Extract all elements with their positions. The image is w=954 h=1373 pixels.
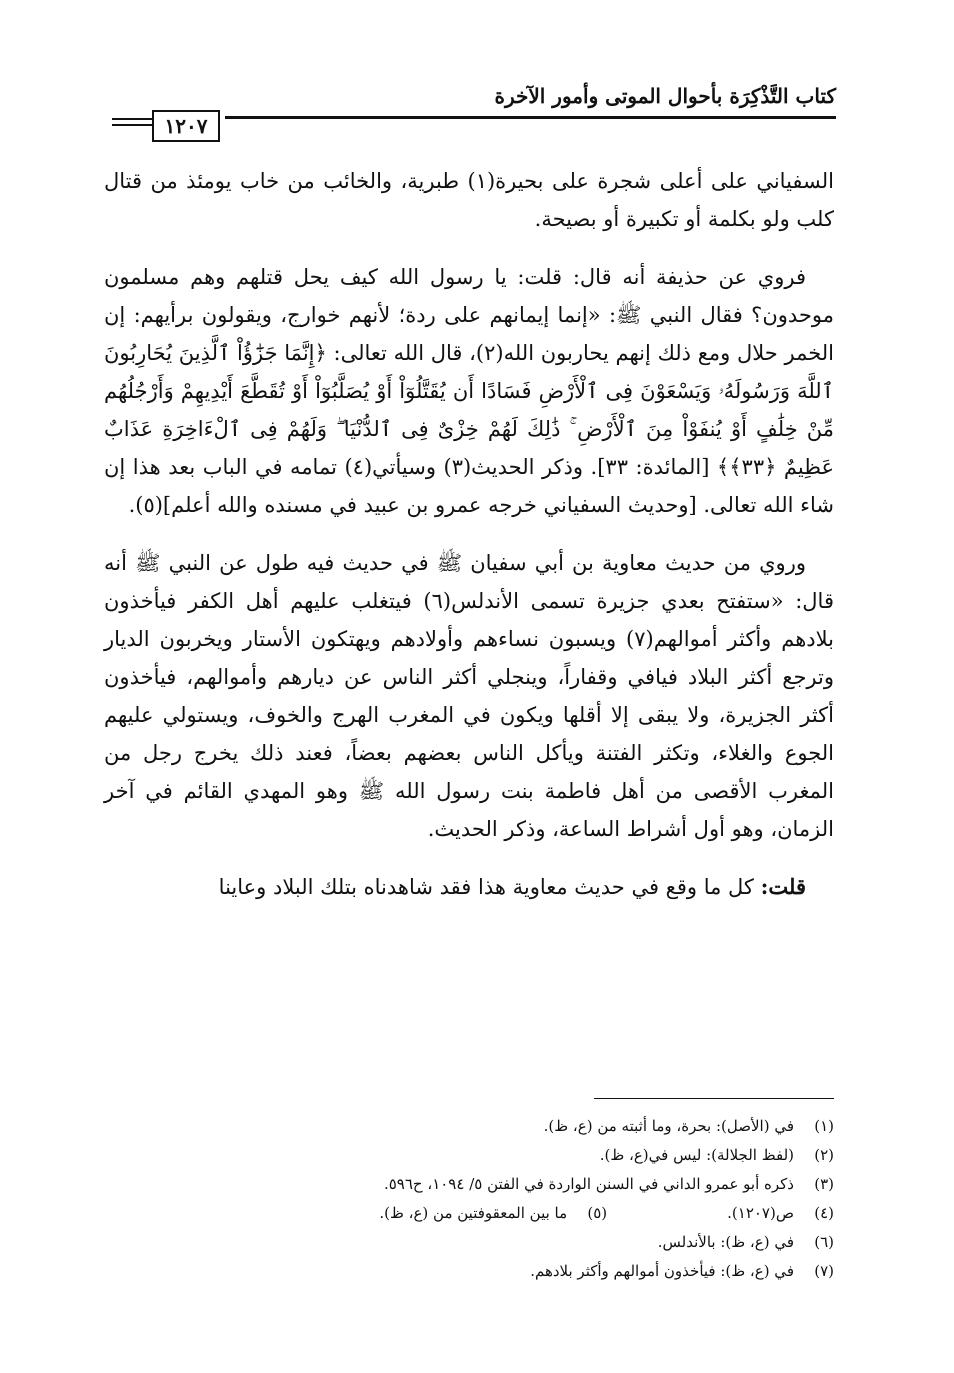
footnote-text: في (الأصل): بحرة، وما أثبته من (ع، ظ). bbox=[543, 1117, 794, 1135]
footnote-4-5 bbox=[104, 1199, 834, 1228]
footnote-number: (١) bbox=[814, 1117, 834, 1135]
header-rule bbox=[225, 116, 836, 119]
footnote-text: في (ع، ظ): فيأخذون أموالهم وأكثر بلادهم. bbox=[530, 1262, 794, 1280]
header-rule-left bbox=[112, 118, 152, 126]
footnote-number: (٢) bbox=[814, 1146, 834, 1164]
page-number: ١٢٠٧ bbox=[152, 110, 220, 142]
main-text bbox=[104, 162, 834, 926]
footnote-number: (٧) bbox=[814, 1262, 834, 1280]
footnote-rule bbox=[594, 1098, 834, 1099]
footnote-text: ص(١٢٠٧). bbox=[727, 1204, 794, 1222]
footnote-6 bbox=[104, 1228, 834, 1257]
running-title: كتاب التَّذْكِرَة بأحوال الموتى وأمور الآخرة bbox=[494, 84, 836, 108]
footnote-1 bbox=[104, 1112, 834, 1141]
footnote-text: في (ع، ظ): بالأندلس. bbox=[657, 1233, 794, 1251]
footnote-number: (٣) bbox=[814, 1175, 834, 1193]
footnote-text: ذكره أبو عمرو الداني في السنن الواردة في الفتن ٥/ ١٠٩٤، ح٥٩٦. bbox=[383, 1175, 794, 1193]
footnote-number: (٥) bbox=[587, 1204, 608, 1222]
paragraph-4-text: كل ما وقع في حديث معاوية هذا فقد شاهدناه بتلك البلاد وعاينا bbox=[218, 875, 754, 899]
paragraph-4 bbox=[104, 868, 834, 906]
footnote-text: ما بين المعقوفتين من (ع، ظ). bbox=[379, 1204, 568, 1222]
footnote-number: (٤) bbox=[814, 1204, 834, 1222]
footnote-7 bbox=[104, 1257, 834, 1286]
footnotes bbox=[104, 1112, 834, 1286]
paragraph-4-lead: قلت: bbox=[760, 874, 806, 899]
footnote-text: (لفظ الجلالة): ليس في(ع، ظ). bbox=[599, 1146, 794, 1164]
paragraph-2: فروي عن حذيفة أنه قال: قلت: يا رسول الله كيف يحل قتلهم وهم مسلمون موحدون؟ فقال النبي ﷺ: «إنما إيمانهم على ردة؛ لأنهم خوارج، ويقولون برأيهم: إن الخمر حلال ومع ذلك إنهم يحاربون الله(٢)، قال الله تعالى: ﴿إِنَّمَا جَزَٰٓؤُاْ ٱلَّذِينَ يُحَارِبُونَ ٱللَّهَ وَرَسُولَهُۥ وَيَسْعَوْنَ فِى ٱلْأَرْضِ فَسَادًا أَن يُقَتَّلُوٓاْ أَوْ يُصَلَّبُوٓاْ أَوْ تُقَطَّعَ أَيْدِيهِمْ وَأَرْجُلُهُم مِّنْ خِلَٰفٍ أَوْ يُنفَوْاْ مِنَ ٱلْأَرْضِ ۚ ذَٰلِكَ لَهُمْ خِزْىٌ فِى ٱلدُّنْيَا ۖ وَلَهُمْ فِى ٱلْءَاخِرَةِ عَذَابٌ عَظِيمٌ ﴿٣٣﴾﴾ [المائدة: ٣٣]. وذكر الحديث(٣) وسيأتي(٤) تمامه في الباب بعد هذا إن شاء الله تعالى. [وحديث السفياني خرجه عمرو بن عبيد في مسنده والله أعلم](٥). bbox=[104, 265, 835, 517]
footnote-number: (٦) bbox=[814, 1233, 834, 1251]
paragraph-1: السفياني على أعلى شجرة على بحيرة(١) طبرية، والخائب من خاب يومئذ من قتال كلب ولو بكلمة أو تكبيرة أو بصيحة. bbox=[104, 169, 834, 231]
footnote-3 bbox=[104, 1170, 834, 1199]
paragraph-3: وروي من حديث معاوية بن أبي سفيان ﷺ في حديث فيه طول عن النبي ﷺ أنه قال: «ستفتح بعدي جزيرة تسمى الأندلس(٦) فيتغلب عليهم أهل الكفر فيأخذون بلادهم وأكثر أموالهم(٧) ويسبون نساءهم وأولادهم ويهتكون الأستار ويخربون الديار وترجع أكثر البلاد فيافي وقفاراً، وينجلي أكثر الناس عن ديارهم وأموالهم، فيأخذون أكثر الجزيرة، ولا يبقى إلا أقلها ويكون في المغرب الهرج والخوف، ويستولي عليهم الجوع والغلاء، وتكثر الفتنة ويأكل الناس بعضهم بعضاً، فعند ذلك يخرج رجل من المغرب الأقصى من أهل فاطمة بنت رسول الله ﷺ وهو المهدي القائم في آخر الزمان، وهو أول أشراط الساعة، وذكر الحديث. bbox=[104, 551, 834, 841]
footnote-2 bbox=[104, 1141, 834, 1170]
